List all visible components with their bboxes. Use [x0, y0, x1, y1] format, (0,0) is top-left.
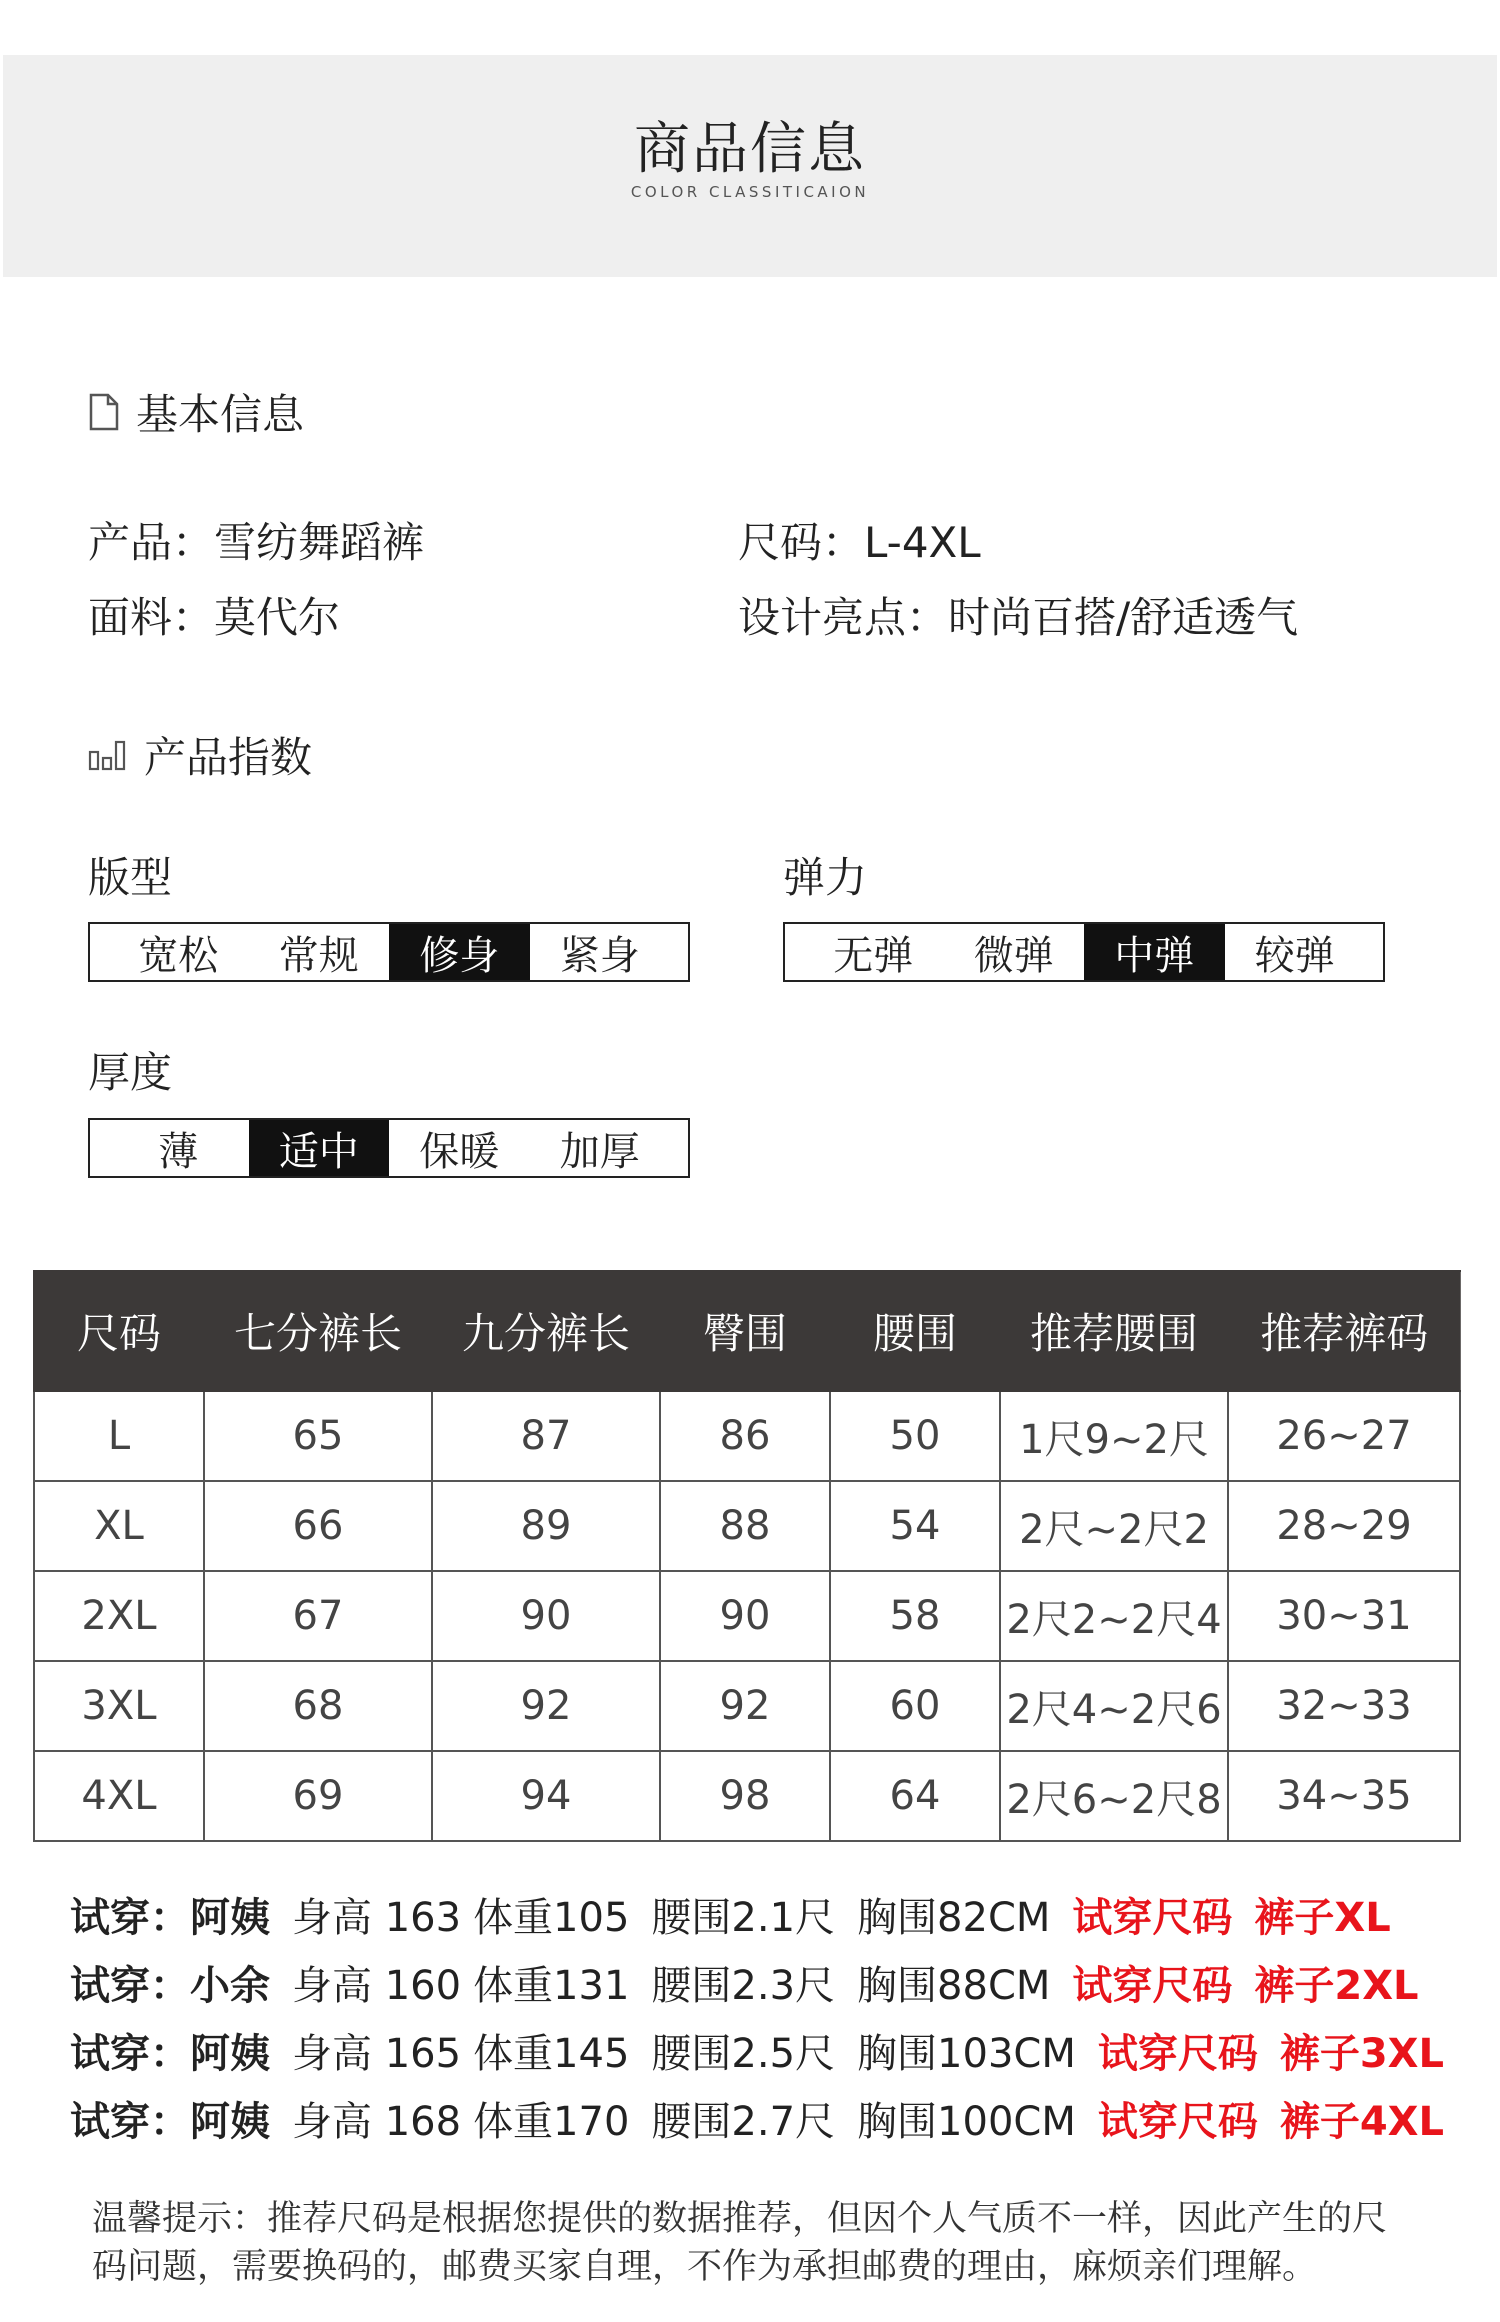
basic-info-heading [88, 382, 304, 442]
column-header: 尺码 [34, 1271, 204, 1391]
table-cell: 64 [830, 1751, 1000, 1841]
try-on-waist: 腰围2.1尺 [651, 1894, 836, 1941]
try-on-weight: 体重105 [473, 1894, 630, 1941]
elasticity-option: 无弹 [833, 932, 914, 979]
thickness-option: 适中 [249, 1120, 390, 1176]
try-on-weight: 体重170 [473, 2098, 630, 2145]
table-cell: 87 [432, 1391, 660, 1481]
table-cell: XL [34, 1481, 204, 1571]
column-header: 九分裤长 [432, 1271, 660, 1391]
try-on-chest: 胸围100CM [857, 2098, 1076, 2145]
fit-label: 版型 [88, 853, 173, 902]
column-header: 臀围 [660, 1271, 830, 1391]
try-on-size: 裤子4XL [1279, 2098, 1445, 2145]
thickness-label: 厚度 [88, 1048, 173, 1097]
thickness-option: 加厚 [559, 1128, 640, 1175]
table-cell: 65 [204, 1391, 432, 1481]
try-on-weight: 体重145 [473, 2030, 630, 2077]
table-cell: 3XL [34, 1661, 204, 1751]
table-cell: 50 [830, 1391, 1000, 1481]
try-on-chest: 胸围88CM [857, 1962, 1051, 2009]
try-on-chest: 胸围82CM [857, 1894, 1051, 1941]
table-cell: 89 [432, 1481, 660, 1571]
table-cell: 69 [204, 1751, 432, 1841]
try-on-name: 阿姨 [190, 1894, 270, 1941]
try-on-name: 阿姨 [190, 2030, 270, 2077]
document-icon [88, 392, 120, 432]
elasticity-label: 弹力 [783, 853, 868, 902]
elasticity-option: 微弹 [973, 932, 1054, 979]
table-row [34, 1571, 1460, 1661]
column-header: 腰围 [830, 1271, 1000, 1391]
size-table-header-row [34, 1271, 1460, 1391]
table-cell: 2尺4~2尺6 [1000, 1661, 1228, 1751]
size-range: 尺码：L-4XL [738, 518, 981, 567]
banner-subtitle: COLOR CLASSITICAION [630, 183, 870, 201]
table-cell: 28~29 [1228, 1481, 1460, 1571]
try-on-height: 身高 168 [292, 2098, 462, 2145]
table-cell: 1尺9~2尺 [1000, 1391, 1228, 1481]
try-on-size: 裤子3XL [1279, 2030, 1445, 2077]
try-on-prefix: 试穿： [70, 1894, 190, 1941]
try-on-row [70, 1880, 1444, 1948]
table-row [34, 1481, 1460, 1571]
warm-tip-note: 温馨提示：推荐尺码是根据您提供的数据推荐，但因个人气质不一样，因此产生的尺码问题，需要换码的，邮费买家自理，不作为承担邮费的理由，麻烦亲们理解。 [92, 2199, 1388, 2287]
column-header: 七分裤长 [204, 1271, 432, 1391]
elasticity-option: 较弹 [1254, 932, 1335, 979]
try-on-size-label: 试穿尺码 [1097, 2030, 1258, 2077]
table-cell: 94 [432, 1751, 660, 1841]
fit-option: 常规 [278, 932, 359, 979]
design-highlights: 设计亮点：时尚百搭/舒适透气 [738, 593, 1299, 642]
table-cell: 66 [204, 1481, 432, 1571]
fit-option: 宽松 [138, 932, 219, 979]
table-row [34, 1661, 1460, 1751]
elasticity-scale [783, 922, 1385, 982]
table-cell: 58 [830, 1571, 1000, 1661]
product-name: 产品：雪纺舞蹈裤 [88, 518, 425, 567]
table-cell: 2尺~2尺2 [1000, 1481, 1228, 1571]
column-header: 推荐裤码 [1228, 1271, 1460, 1391]
elasticity-option: 中弹 [1084, 924, 1225, 980]
table-row [34, 1751, 1460, 1841]
table-cell: 86 [660, 1391, 830, 1481]
table-cell: 4XL [34, 1751, 204, 1841]
table-cell: 92 [432, 1661, 660, 1751]
try-on-prefix: 试穿： [70, 2098, 190, 2145]
fit-scale [88, 922, 690, 982]
try-on-name: 小余 [190, 1962, 270, 2009]
table-cell: 2尺6~2尺8 [1000, 1751, 1228, 1841]
table-cell: 92 [660, 1661, 830, 1751]
header-banner [3, 55, 1497, 277]
size-table [33, 1270, 1461, 1842]
try-on-height: 身高 165 [292, 2030, 462, 2077]
table-cell: 68 [204, 1661, 432, 1751]
try-on-name: 阿姨 [190, 2098, 270, 2145]
bar-chart-icon [88, 738, 128, 772]
basic-info-heading-text: 基本信息 [136, 390, 305, 439]
try-on-size: 裤子2XL [1254, 1962, 1419, 2009]
table-row [34, 1391, 1460, 1481]
thickness-option: 保暖 [419, 1128, 500, 1175]
table-cell: L [34, 1391, 204, 1481]
try-on-waist: 腰围2.3尺 [651, 1962, 836, 2009]
try-on-size: 裤子XL [1254, 1894, 1391, 1941]
try-on-chest: 胸围103CM [857, 2030, 1076, 2077]
try-on-list [70, 1880, 1444, 2152]
table-cell: 98 [660, 1751, 830, 1841]
try-on-prefix: 试穿： [70, 1962, 190, 2009]
try-on-weight: 体重131 [473, 1962, 630, 2009]
try-on-height: 身高 163 [292, 1894, 462, 1941]
thickness-option: 薄 [158, 1128, 199, 1175]
table-cell: 60 [830, 1661, 1000, 1751]
table-cell: 88 [660, 1481, 830, 1571]
try-on-size-label: 试穿尺码 [1072, 1962, 1233, 2009]
table-cell: 54 [830, 1481, 1000, 1571]
try-on-prefix: 试穿： [70, 2030, 190, 2077]
table-cell: 90 [660, 1571, 830, 1661]
table-cell: 26~27 [1228, 1391, 1460, 1481]
table-cell: 67 [204, 1571, 432, 1661]
try-on-waist: 腰围2.7尺 [651, 2098, 836, 2145]
table-cell: 90 [432, 1571, 660, 1661]
banner-title: 商品信息 [634, 117, 866, 182]
fit-option: 紧身 [559, 932, 640, 979]
try-on-row [70, 1948, 1444, 2016]
table-cell: 2尺2~2尺4 [1000, 1571, 1228, 1661]
product-index-heading-text: 产品指数 [144, 733, 313, 782]
try-on-waist: 腰围2.5尺 [651, 2030, 836, 2077]
try-on-height: 身高 160 [292, 1962, 462, 2009]
try-on-size-label: 试穿尺码 [1072, 1894, 1233, 1941]
table-cell: 30~31 [1228, 1571, 1460, 1661]
try-on-size-label: 试穿尺码 [1097, 2098, 1258, 2145]
table-cell: 32~33 [1228, 1661, 1460, 1751]
thickness-scale [88, 1118, 690, 1178]
fit-option: 修身 [389, 924, 530, 980]
fabric: 面料：莫代尔 [88, 593, 341, 642]
product-index-heading [88, 725, 312, 785]
column-header: 推荐腰围 [1000, 1271, 1228, 1391]
try-on-row [70, 2016, 1444, 2084]
try-on-row [70, 2084, 1444, 2152]
table-cell: 34~35 [1228, 1751, 1460, 1841]
table-cell: 2XL [34, 1571, 204, 1661]
